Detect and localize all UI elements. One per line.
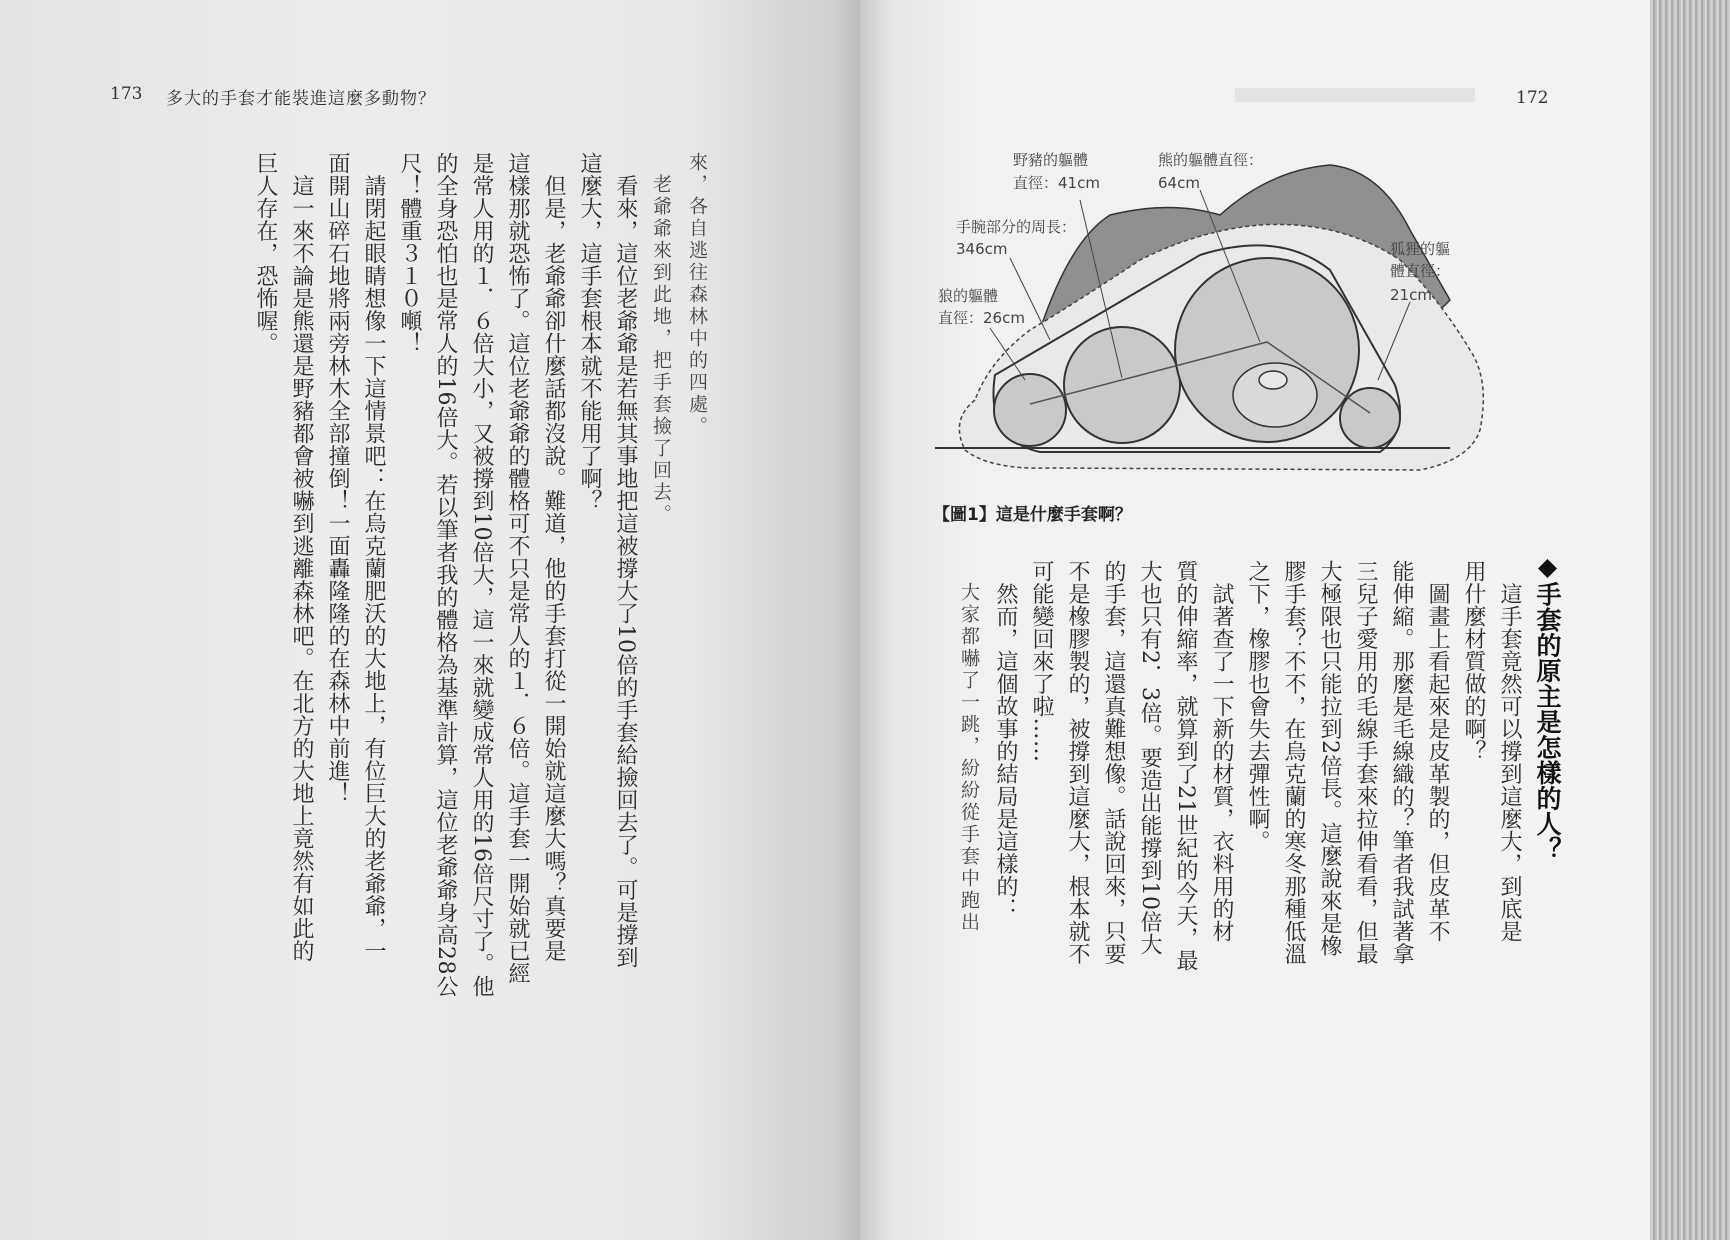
fox-label-1: 狐狸的軀 bbox=[1390, 240, 1451, 258]
figure-caption: 【圖1】這是什麼手套啊？ bbox=[933, 505, 1132, 525]
left-page-number: 173 bbox=[110, 84, 143, 104]
text-column: 三兒子愛用的毛線手套來拉伸看看，但最 bbox=[1353, 560, 1378, 965]
text-column: 巨人存在，恐怖喔。 bbox=[253, 152, 278, 355]
text-column: 看來，這位老爺爺是若無其事地把這被撐大了10倍的手套給撿回去了。可是撐到 bbox=[613, 152, 638, 969]
text-column: 來，各自逃往森林中的四處。 bbox=[686, 152, 708, 438]
text-column: 的手套，這還真難想像。話說回來，只要 bbox=[1101, 560, 1126, 965]
text-column: 這樣那就恐怖了。這位老爺爺的體格可不只是常人的１．６倍。這手套一開始就已經 bbox=[505, 152, 530, 985]
text-column: 不是橡膠製的，被撐到這麼大，根本就不 bbox=[1065, 560, 1090, 965]
text-column: 是常人用的１．６倍大小，又被撐到10倍大，這一來就變成常人用的16倍尺寸了。他 bbox=[469, 152, 494, 998]
text-column: 請閉起眼睛想像一下這情景吧：在烏克蘭肥沃的大地上，有位巨大的老爺爺，一 bbox=[361, 152, 386, 962]
right-page-number: 172 bbox=[1516, 88, 1549, 108]
text-column: 大也只有2．3倍。要造出能撐到10倍大 bbox=[1137, 560, 1162, 956]
left-running-title: 多大的手套才能裝進這麼多動物？ bbox=[166, 89, 436, 109]
wrist-label-1: 手腕部分的周長： bbox=[956, 218, 1077, 236]
bear-label-2: 64cm bbox=[1158, 174, 1200, 192]
wolf-label-1: 狼的軀體 bbox=[938, 287, 999, 305]
text-column: 這一來不論是熊還是野豬都會被嚇到逃離森林吧。在北方的大地上竟然有如此的 bbox=[289, 152, 314, 962]
wolf-circle bbox=[994, 374, 1066, 446]
text-column: 大極限也只能拉到2倍長。這麼說來是橡 bbox=[1317, 560, 1342, 957]
text-column: 面開山碎石地將兩旁林木全部撞倒！一面轟隆隆的在森林中前進！ bbox=[325, 152, 350, 805]
text-column: 然而，這個故事的結局是這樣的： bbox=[993, 560, 1018, 920]
text-column: 老爺爺來到此地，把手套撿了回去。 bbox=[650, 152, 672, 526]
fox-circle bbox=[1340, 388, 1400, 448]
text-column: 用什麼材質做的啊？ bbox=[1461, 560, 1486, 763]
bear-label-1: 熊的軀體直徑： bbox=[1158, 151, 1264, 169]
text-column: 大家都嚇了一跳，紛紛從手套中跑出 bbox=[958, 560, 980, 934]
text-column: 的全身恐怕也是常人的16倍大。若以筆者我的體格為基準計算，這位老爺爺身高28公 bbox=[433, 152, 458, 998]
fox-label-2: 體直徑： bbox=[1390, 262, 1451, 280]
wolf-label-2: 直徑：26cm bbox=[938, 309, 1025, 327]
boar-circle bbox=[1064, 327, 1180, 443]
text-column: 尺！體重３１０噸！ bbox=[397, 152, 422, 355]
boar-label-2: 直徑：41cm bbox=[1013, 174, 1100, 192]
section-heading: ◆手套的原主是怎樣的人？ bbox=[1533, 552, 1562, 862]
text-column: 質的伸縮率，就算到了21世紀的今天，最 bbox=[1173, 560, 1198, 972]
text-column: 膠手套？不不，在烏克蘭的寒冬那種低溫 bbox=[1281, 560, 1306, 965]
wrist-label-2: 346cm bbox=[956, 240, 1008, 258]
text-column: 能伸縮。那麼是毛線織的？筆者我試著拿 bbox=[1389, 560, 1414, 965]
right-body-text bbox=[951, 552, 1567, 972]
text-column: 但是，老爺爺卻什麼話都沒說。難道，他的手套打從一開始就這麼大嗎？真要是 bbox=[541, 152, 566, 962]
boar-label-1: 野豬的軀體 bbox=[1013, 151, 1089, 169]
text-column: 可能變回來了啦…… bbox=[1029, 560, 1054, 763]
fox-label-3: 21cm bbox=[1390, 286, 1432, 304]
text-column: 這麼大，這手套根本就不能用了啊？ bbox=[577, 152, 602, 512]
wrist-leader-line bbox=[1010, 258, 1050, 340]
bear-nose bbox=[1259, 371, 1287, 389]
text-column: 圖畫上看起來是皮革製的，但皮革不 bbox=[1425, 560, 1450, 943]
text-column: 試著查了一下新的材質，衣料用的材 bbox=[1209, 560, 1234, 943]
text-column: 這手套竟然可以撐到這麼大，到底是 bbox=[1497, 560, 1522, 943]
text-column: 之下，橡膠也會失去彈性啊。 bbox=[1245, 560, 1270, 853]
